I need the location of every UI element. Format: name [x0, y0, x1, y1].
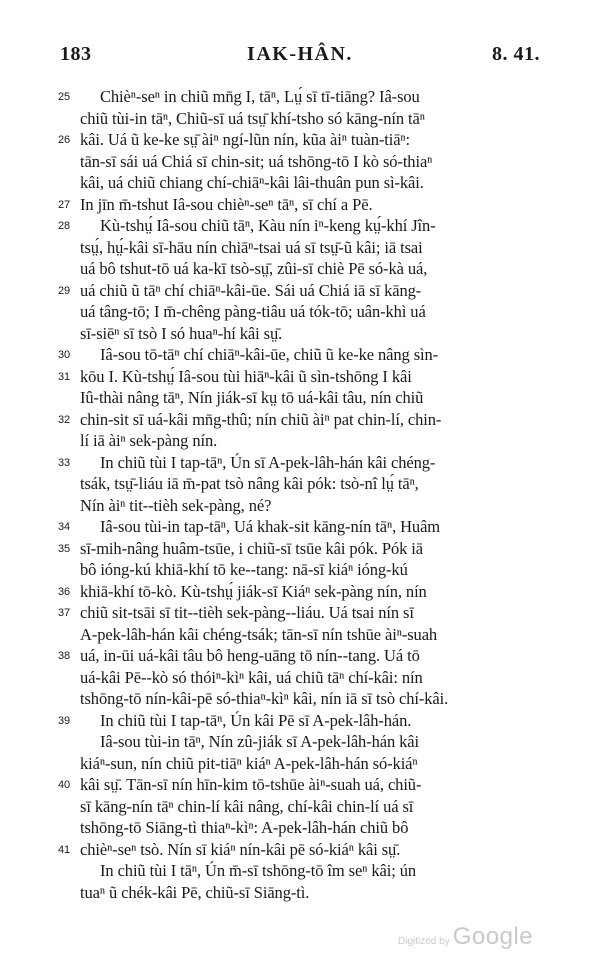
line-text: lí iā àiⁿ sek-pàng nín.	[80, 431, 218, 450]
line-text: kiáⁿ-sun, nín chiũ pit-tiāⁿ kiáⁿ A-pek-lâh-hán só-kiáⁿ	[80, 753, 418, 773]
line-text: tshōng-tō Siāng-tì thiaⁿ-kìⁿ: A-pek-lâh-hán chiũ bô	[80, 818, 409, 837]
verse-number: 36	[58, 585, 71, 598]
text-line	[58, 731, 558, 753]
text-line	[58, 516, 558, 538]
text-line	[58, 796, 558, 818]
verse-number: 26	[58, 134, 71, 146]
digitized-watermark	[398, 923, 533, 951]
text-line	[58, 473, 558, 495]
line-text: sī kāng-nín tāⁿ chin-lí kâi nâng, chí-kâi chin-lí uá sī	[80, 796, 414, 816]
verse-number: 31	[58, 370, 71, 383]
line-text: Iâ-sou tùi-in tap-tāⁿ, Uá khak-sit kāng-nín tāⁿ, Huâm	[100, 517, 441, 536]
verse-number: 38	[58, 650, 71, 662]
line-text: tān-sī sái uá Chiá sī chin-sit; uá tshōng-tō I kò só-thiaⁿ	[80, 151, 433, 171]
line-text: khiā-khí tō-kò. Kù-tshṳ́ jiák-sī Kiáⁿ sek-pàng nín, nín	[80, 581, 427, 601]
line-text: tsák, tsṳ̄-liáu iā m̄-pat tsò nâng kâi pók: tsò-nî lṳ́ tāⁿ,	[80, 474, 419, 493]
text-line	[58, 258, 558, 280]
text-line	[58, 215, 558, 237]
line-text: tuaⁿ ũ chék-kâi Pē, chiũ-sī Siāng-tì.	[80, 882, 310, 902]
line-text: chin-sit sī uá-kâi mn̄g-thû; nín chiũ àiⁿ pat chin-lí, chin-	[80, 409, 442, 429]
verse-number: 37	[58, 607, 71, 619]
page-number: 183	[60, 43, 92, 65]
line-text: In chiũ tùi I tāⁿ, Ún m̄-sī tshōng-tō îm seⁿ kâi; ún	[100, 861, 417, 880]
text-line	[58, 882, 558, 904]
scripture-text	[58, 86, 558, 903]
text-line	[58, 839, 558, 861]
text-line	[58, 86, 558, 108]
text-line	[58, 237, 558, 259]
text-line	[58, 602, 558, 624]
text-line	[58, 667, 558, 689]
line-text: bô ióng-kú khiā-khí tō ke--tang: nā-sī kiáⁿ ióng-kú	[80, 560, 408, 579]
text-line	[58, 108, 558, 130]
text-line	[58, 817, 558, 839]
verse-number: 25	[58, 91, 71, 103]
line-text: Chièⁿ-seⁿ in chiũ mn̄g I, tāⁿ, Lṳ́ sī tī-tiāng? Iâ-sou	[100, 87, 420, 106]
text-line	[58, 538, 558, 560]
line-text: uá, in-ūi uá-kâi tâu bô heng-uāng tō nín--tang. Uá tō	[80, 646, 420, 665]
line-text: uá-kâi Pē--kò só thóiⁿ-kìⁿ kâi, uá chiũ tāⁿ chí-kâi: nín	[80, 667, 423, 687]
line-text: tshōng-tō nín-kâi-pē só-thiaⁿ-kìⁿ kâi, nín iā sī tsò chí-kâi.	[80, 689, 449, 708]
verse-number: 27	[58, 198, 71, 211]
text-line	[58, 387, 558, 409]
verse-number: 28	[58, 220, 71, 232]
line-text: Iâ-sou tùi-in tāⁿ, Nín zû-jiák sī A-pek-lâh-hán kâi	[100, 732, 420, 751]
line-text: Iû-thài nâng tāⁿ, Nín jiák-sī kṳ tō uá-kâi tâu, nín chiũ	[80, 388, 424, 407]
text-line	[58, 301, 558, 323]
verse-number: 39	[58, 714, 71, 727]
line-text: Nín àiⁿ tit--tièh sek-pàng, né?	[80, 495, 272, 515]
line-text: In jīn m̄-tshut Iâ-sou chièⁿ-seⁿ tāⁿ, sī chí a Pē.	[80, 194, 373, 214]
line-text: Iâ-sou tō-tāⁿ chí chiāⁿ-kâi-ūe, chiũ ũ ke-ke nâng sìn-	[100, 345, 439, 364]
line-text: kâi sṳ̄. Tān-sī nín hīn-kim tō-tshūe àiⁿ-suah uá, chiũ-	[80, 775, 422, 794]
text-line	[58, 366, 558, 388]
line-text: sī-siēⁿ sī tsò I só huaⁿ-hí kâi sṳ̄.	[80, 323, 283, 343]
text-line	[58, 129, 558, 151]
line-text: tsṳ́, hṳ́-kâi sī-hāu nín chiāⁿ-tsai uá sī tsṳ̄-ũ kâi; iā tsai	[80, 237, 423, 257]
verse-number: 41	[58, 843, 71, 856]
line-text: In chiũ tùi I tap-tāⁿ, Ún kâi Pē sī A-pek-lâh-hán.	[100, 710, 412, 730]
chapter-verse-ref: 8. 41.	[492, 43, 540, 65]
text-line	[58, 645, 558, 667]
text-line	[58, 710, 558, 732]
line-text: Kù-tshṳ́ Iâ-sou chiũ tāⁿ, Kàu nín iⁿ-keng kṳ́-khí Jîn-	[100, 216, 436, 235]
verse-number: 29	[58, 284, 71, 297]
line-text: uá tâng-tō; I m̄-chêng pàng-tiâu uá tók-tō; uân-khì uá	[80, 302, 426, 321]
running-header	[60, 43, 540, 73]
line-text: chiũ tùi-in tāⁿ, Chiũ-sī uá tsṳ̄ khí-tsho só kāng-nín tāⁿ	[80, 108, 425, 128]
text-line	[58, 581, 558, 603]
verse-number: 33	[58, 456, 71, 469]
text-line	[58, 194, 558, 216]
text-line	[58, 753, 558, 775]
verse-number: 40	[58, 779, 71, 791]
line-text: chièⁿ-seⁿ tsò. Nín sī kiáⁿ nín-kâi pē só-kiáⁿ kâi sṳ̄.	[80, 839, 401, 859]
text-line	[58, 151, 558, 173]
line-text: In chiũ tùi I tap-tāⁿ, Ún sī A-pek-lâh-hán kâi chéng-	[100, 452, 436, 472]
verse-number: 35	[58, 542, 71, 555]
text-line	[58, 344, 558, 366]
line-text: kâi. Uá ũ ke-ke sṳ̄ àiⁿ ngí-lũn nín, kũa àiⁿ tuàn-tiāⁿ:	[80, 130, 411, 149]
line-text: uá bô tshut-tō uá ka-kī tsò-sṳ̄, zûi-sī chiè Pē só-kà uá,	[80, 259, 428, 278]
line-text: uá chiũ ũ tāⁿ chí chiāⁿ-kâi-ūe. Sái uá Chiá iā sī kāng-	[80, 280, 422, 300]
text-line	[58, 430, 558, 452]
text-line	[58, 624, 558, 646]
line-text: A-pek-lâh-hán kâi chéng-tsák; tān-sī nín tshūe àiⁿ-suah	[80, 624, 438, 644]
verse-number: 34	[58, 521, 71, 533]
verse-number: 30	[58, 349, 71, 361]
digitized-label: Digitized by	[398, 936, 450, 947]
text-line	[58, 495, 558, 517]
text-line	[58, 409, 558, 431]
page-title: IAK-HÂN.	[247, 43, 353, 65]
text-line	[58, 172, 558, 194]
text-line	[58, 452, 558, 474]
text-line	[58, 860, 558, 882]
line-text: chiũ sit-tsāi sī tit--tièh sek-pàng--liáu. Uá tsai nín sī	[80, 603, 414, 622]
text-line	[58, 688, 558, 710]
line-text: kâi, uá chiũ chiang chí-chiāⁿ-kâi lâi-thuân pun sì-kâi.	[80, 173, 424, 192]
text-line	[58, 280, 558, 302]
line-text: kōu I. Kù-tshṳ́ Iâ-sou tùi hiāⁿ-kâi ũ sìn-tshōng I kâi	[80, 366, 412, 386]
line-text: sī-mih-nâng huâm-tsūe, i chiũ-sī tsūe kâi pók. Pók iā	[80, 538, 423, 558]
text-line	[58, 559, 558, 581]
text-line	[58, 774, 558, 796]
verse-number: 32	[58, 413, 71, 426]
text-line	[58, 323, 558, 345]
google-logo: Google	[452, 923, 534, 950]
